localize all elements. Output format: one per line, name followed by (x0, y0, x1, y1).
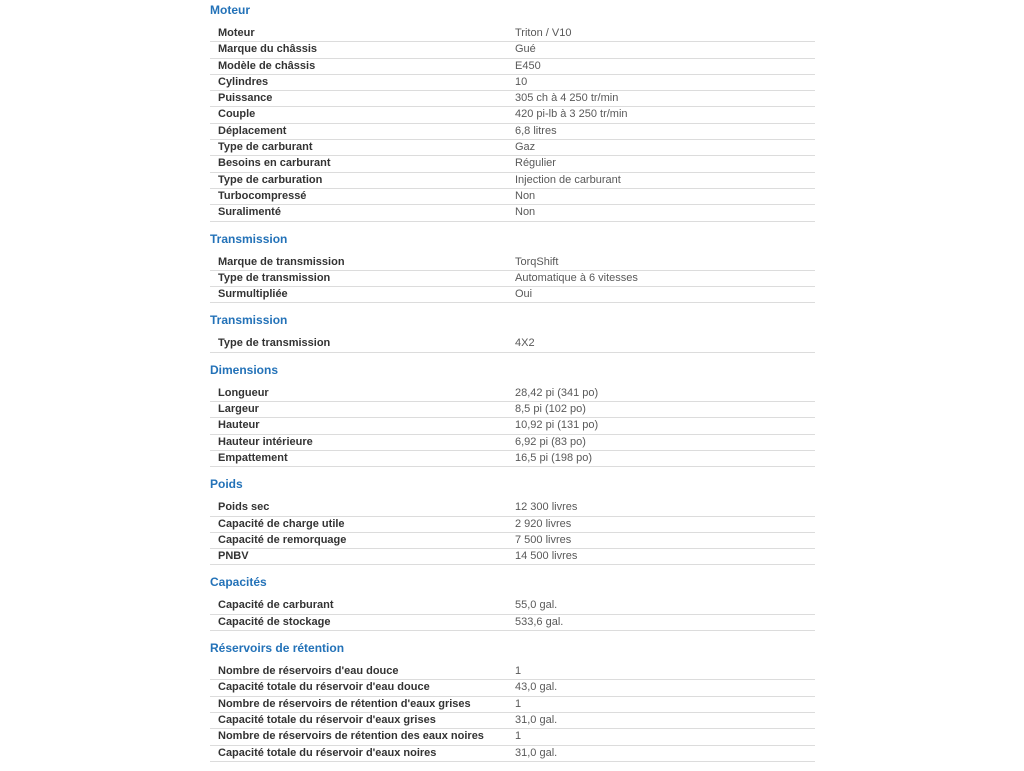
spec-row-label: Moteur (218, 27, 255, 39)
spec-row-label: Capacité totale du réservoir d'eaux noires (218, 746, 437, 759)
spec-row (210, 549, 815, 565)
spec-row-value: Non (515, 189, 536, 202)
spec-row-label: Largeur (218, 403, 259, 416)
spec-row (210, 91, 815, 107)
spec-row-label: Surmultipliée (218, 288, 288, 301)
spec-row-label: Type de carburant (218, 141, 313, 154)
spec-row (210, 615, 815, 631)
spec-row-label: Suralimenté (218, 206, 281, 219)
spec-row-label: Type de transmission (218, 271, 331, 284)
spec-row-label: Empattement (218, 451, 288, 464)
spec-row-value: E450 (515, 59, 541, 72)
spec-row (210, 386, 815, 402)
spec-row-label: Capacité de remorquage (218, 533, 347, 546)
spec-row-value: 305 ch à 4 250 tr/min (515, 92, 619, 105)
spec-row-label: Couple (218, 108, 256, 121)
spec-row-value: 31,0 gal. (515, 746, 558, 759)
section-title: Moteur (210, 3, 250, 17)
spec-row (210, 664, 815, 680)
spec-row (210, 42, 815, 58)
section-title: Réservoirs de rétention (210, 641, 345, 656)
section-title: Transmission (210, 231, 288, 246)
spec-row-label: Hauteur (218, 419, 260, 432)
spec-row (210, 435, 815, 451)
spec-row (210, 156, 815, 172)
spec-table (210, 386, 815, 467)
spec-row-label: Capacité de charge utile (218, 517, 345, 530)
spec-row-label: Nombre de réservoirs de rétention d'eaux grises (218, 697, 471, 710)
spec-row-value: Injection de carburant (515, 173, 621, 186)
spec-row-value: 43,0 gal. (515, 681, 558, 694)
spec-row-value: 1 (515, 665, 522, 678)
spec-row-value: TorqShift (515, 255, 559, 268)
spec-row-label: Capacité de carburant (218, 599, 334, 612)
section-title: Dimensions (210, 362, 279, 377)
vehicle-spec-sheet (210, 2, 815, 771)
spec-row-value: 4X2 (515, 337, 535, 350)
spec-section (210, 231, 815, 304)
spec-row-value: 1 (515, 697, 522, 710)
spec-row-label: Nombre de réservoirs d'eau douce (218, 665, 399, 678)
spec-section (210, 362, 815, 467)
spec-row-value: Non (515, 206, 536, 219)
spec-row (210, 336, 815, 352)
spec-section (210, 574, 815, 631)
spec-row (210, 517, 815, 533)
spec-row-label: Poids sec (218, 501, 270, 514)
spec-row (210, 729, 815, 745)
spec-row-label: Type de transmission (218, 337, 331, 350)
spec-row-value: 14 500 livres (515, 550, 578, 563)
spec-row (210, 189, 815, 205)
spec-row-value: 7 500 livres (515, 533, 572, 546)
spec-row (210, 287, 815, 303)
spec-row (210, 500, 815, 516)
spec-row-value: Triton / V10 (515, 27, 572, 39)
spec-row (210, 713, 815, 729)
spec-row (210, 402, 815, 418)
spec-row-label: Capacité de stockage (218, 615, 331, 628)
spec-section (210, 640, 815, 762)
spec-row (210, 271, 815, 287)
spec-row-value: Automatique à 6 vitesses (515, 271, 638, 284)
spec-row-value: 16,5 pi (198 po) (515, 451, 593, 464)
spec-row (210, 697, 815, 713)
spec-section (210, 312, 815, 352)
spec-row-value: 1 (515, 730, 522, 743)
spec-row-value: 10,92 pi (131 po) (515, 419, 599, 432)
spec-row-label: Hauteur intérieure (218, 435, 313, 448)
spec-row-value: Régulier (515, 157, 556, 170)
spec-row (210, 418, 815, 434)
spec-row-value: 2 920 livres (515, 517, 572, 530)
spec-row-value: 8,5 pi (102 po) (515, 403, 586, 416)
spec-row (210, 140, 815, 156)
spec-row-label: Capacité totale du réservoir d'eaux grises (218, 713, 436, 726)
spec-row (210, 205, 815, 221)
spec-row-label: Besoins en carburant (218, 157, 331, 170)
spec-row-label: Type de carburation (218, 173, 323, 186)
spec-table (210, 598, 815, 631)
spec-row-value: Gué (515, 43, 536, 56)
spec-row-label: Longueur (218, 386, 269, 399)
spec-table (210, 336, 815, 352)
spec-row-value: 420 pi-lb à 3 250 tr/min (515, 108, 628, 121)
spec-row (210, 680, 815, 696)
spec-section (210, 476, 815, 565)
spec-row (210, 746, 815, 762)
spec-row-label: Déplacement (218, 124, 287, 137)
spec-row-value: Gaz (515, 141, 536, 154)
spec-row (210, 59, 815, 75)
section-title: Poids (210, 477, 243, 492)
spec-table (210, 500, 815, 565)
spec-row (210, 107, 815, 123)
spec-row (210, 533, 815, 549)
section-title: Capacités (210, 575, 267, 590)
spec-row-label: Nombre de réservoirs de rétention des eaux noires (218, 730, 484, 743)
spec-table (210, 26, 815, 222)
spec-row (210, 124, 815, 140)
spec-row-value: 6,92 pi (83 po) (515, 435, 586, 448)
spec-table (210, 255, 815, 304)
spec-row-value: 10 (515, 75, 528, 88)
spec-row-label: Marque de transmission (218, 255, 345, 268)
spec-row-value: Oui (515, 288, 533, 301)
spec-row-label: PNBV (218, 550, 249, 563)
spec-row-value: 28,42 pi (341 po) (515, 386, 599, 399)
spec-row-value: 12 300 livres (515, 501, 578, 514)
spec-row (210, 451, 815, 467)
spec-row-label: Puissance (218, 92, 273, 105)
spec-row (210, 26, 815, 42)
spec-row-value: 31,0 gal. (515, 713, 558, 726)
section-title: Transmission (210, 313, 288, 328)
spec-row (210, 255, 815, 271)
spec-row-value: 6,8 litres (515, 124, 557, 137)
spec-row-label: Marque du châssis (218, 43, 318, 56)
spec-row (210, 598, 815, 614)
spec-row-label: Modèle de châssis (218, 59, 316, 72)
spec-table (210, 664, 815, 762)
spec-row-label: Capacité totale du réservoir d'eau douce (218, 681, 430, 694)
spec-row (210, 75, 815, 91)
spec-row-label: Turbocompressé (218, 189, 307, 202)
spec-section (210, 2, 815, 222)
spec-row-label: Cylindres (218, 75, 269, 88)
spec-row-value: 55,0 gal. (515, 599, 558, 612)
spec-row-value: 533,6 gal. (515, 615, 564, 628)
spec-row (210, 173, 815, 189)
